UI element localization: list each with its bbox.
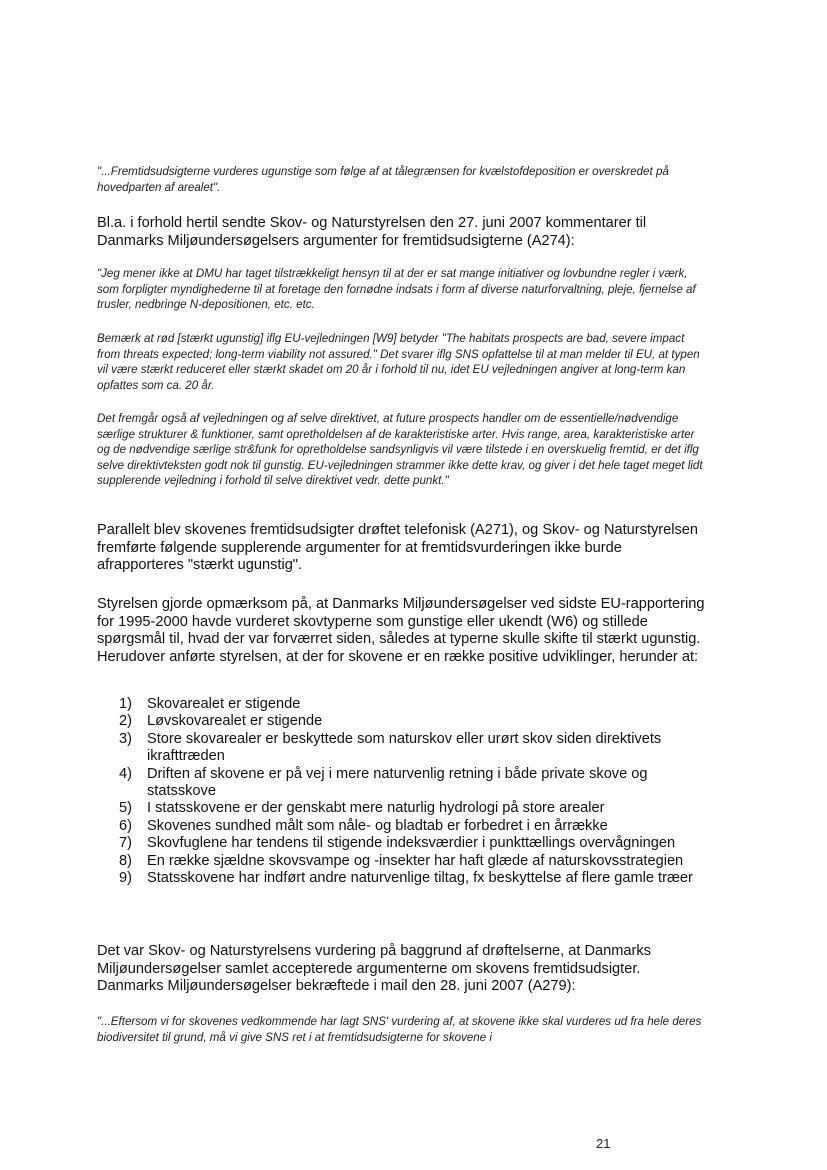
- quote-text: "...Eftersom vi for skovenes vedkommende har lagt SNS' vurdering af, at skovene ikke skal vurderes ud fra hele deres biodiversitet til grund, må vi give SNS ret i at fremtidsudsigterne for skovene i: [97, 1015, 702, 1044]
- paragraph-comments: [97, 215, 707, 250]
- positive-developments-list: [97, 696, 707, 887]
- paragraph-assessment: [97, 943, 707, 996]
- list-item: 3) Store skovarealer er beskyttede som naturskov eller urørt skov siden direktivets ikrafttræden: [119, 730, 662, 765]
- paragraph-text: Bl.a. i forhold hertil sendte Skov- og Naturstyrelsen den 27. juni 2007 kommentarer til Danmarks Miljøundersøgelsers argumenter for fremtidsudsigterne (A274):: [97, 215, 647, 249]
- quote-future-prospects: [97, 411, 707, 489]
- quote-text: Det fremgår også af vejledningen og af selve direktivet, at future prospects handler om de essentielle/nødvendige særlige strukturer & funktioner, samt opretholdelsen af de karakteristiske arter. Hvis range, area, karakteristiske arter og de nødvendige særlige str&funk for opretholdelse sandsynligvis vil være tilstede i en overskuelig fremtid, er det iflg selve direktivteksten godt nok til gunstig. EU-vejledningen strammer ikke dette krav, og giver i det hele taget meget lidt supplerende vejledning i forhold til selve direktivet vedr. dette punkt.": [97, 412, 703, 487]
- list-item: 6) Skovenes sundhed målt som nåle- og bladtab er forbedret i en årrække: [119, 817, 608, 834]
- quote-tolerance-limit: [97, 164, 707, 195]
- quote-text: Bemærk at rød [stærkt ugunstig] iflg EU-vejledningen [W9] betyder "The habitats prospects are bad, severe impact from threats expected; long-term viability not assured." Det svarer iflg SNS opfattelse til at man melder til EU, at typen vil være stærkt reduceret eller stærkt skadet om 20 år i forhold til nu, idet EU vejledningen angiver at long-term kan opfattes som ca. 20 år.: [97, 332, 700, 392]
- list-item: 2) Løvskovarealet er stigende: [119, 713, 323, 730]
- quote-text: "...Fremtidsudsigterne vurderes ugunstige som følge af at tålegrænsen for kvælstofdeposition er overskredet på hovedparten af arealet".: [97, 165, 669, 194]
- quote-dmu-opinion: [97, 266, 707, 313]
- list-item: 1) Skovarealet er stigende: [119, 696, 301, 712]
- list-item: 7) Skovfuglene har tendens til stigende indeksværdier i punkttællings overvågningen: [119, 835, 676, 852]
- quote-red-meaning: [97, 331, 707, 393]
- page-number: 21: [596, 1136, 611, 1151]
- list-item: 9) Statsskovene har indført andre naturvenlige tiltag, fx beskyttelse af flere gamle træer: [119, 870, 693, 887]
- paragraph-agency-remarks: [97, 596, 707, 666]
- paragraph-text: Det var Skov- og Naturstyrelsens vurdering på baggrund af drøftelserne, at Danmarks Miljøundersøgelser samlet accepterede argumenterne om skovens fremtidsudsigter. Danmarks Miljøundersøgelser bekræftede i mail den 28. juni 2007 (A279):: [97, 943, 652, 995]
- paragraph-phone-discussion: [97, 522, 707, 575]
- paragraph-text: Styrelsen gjorde opmærksom på, at Danmarks Miljøundersøgelser ved sidste EU-rapportering for 1995-2000 havde vurderet skovtyperne som gunstige eller ukendt (W6) og stillede spørgsmål til, hvad der var forværret siden, således at typerne skulle skifte til stærkt ugunstig. Herudover anførte styrelsen, at der for skovene er en række positive udviklinger, herunder at:: [97, 596, 705, 665]
- list-item: 4) Driften af skovene er på vej i mere naturvenlig retning i både private skove og statsskove: [119, 765, 648, 800]
- list-item: 5) I statsskovene er der genskabt mere naturlig hydrologi på store arealer: [119, 800, 605, 817]
- quote-dmu-confirmation: [97, 1014, 707, 1045]
- quote-text: "Jeg mener ikke at DMU har taget tilstrækkeligt hensyn til at der er sat mange initiativer og lovbundne regler i værk, som forpligter myndighederne til at foretage den fornødne indsats i form af diverse naturforvaltning, pleje, fjernelse af trusler, nedbringe N-depositionen, etc. etc.: [97, 267, 696, 311]
- paragraph-text: Parallelt blev skovenes fremtidsudsigter drøftet telefonisk (A271), og Skov- og Naturstyrelsen fremførte følgende supplerende argumenter for at fremtidsvurderingen ikke burde afrapporteres "stærkt ugunstig".: [97, 522, 699, 574]
- list-item: 8) En række sjældne skovsvampe og -insekter har haft glæde af naturskovsstrategien: [119, 852, 684, 869]
